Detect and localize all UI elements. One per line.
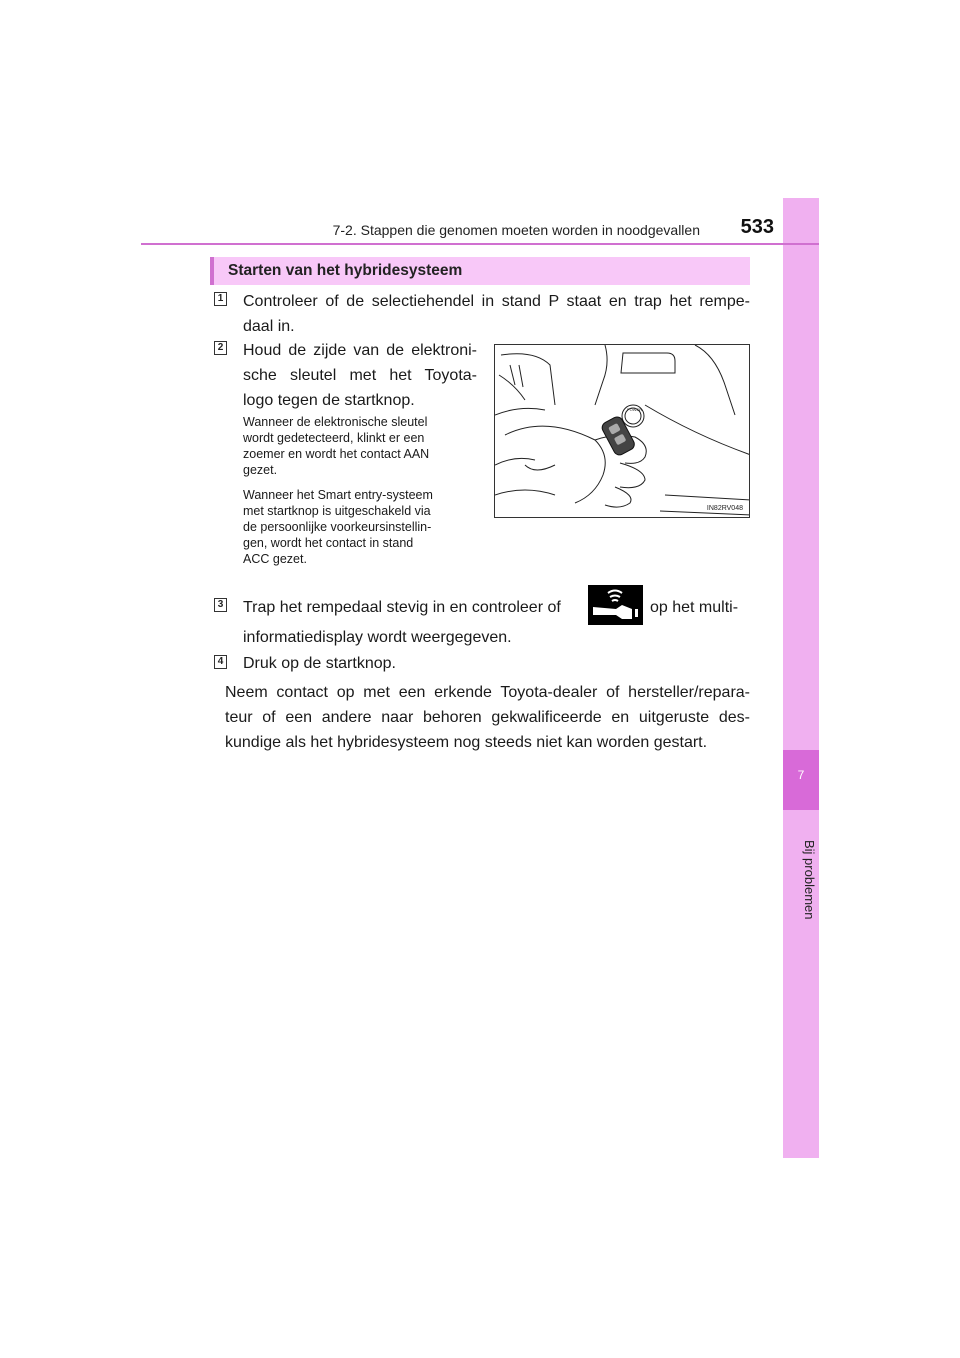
note-2-line-3: de persoonlijke voorkeursinstellin-	[243, 520, 432, 534]
note-2-line-1: Wanneer het Smart entry-systeem	[243, 488, 433, 502]
step-2-line-3: logo tegen de startknop.	[243, 392, 415, 409]
section-title: 7-2. Stappen die genomen moeten worden in noodgevallen	[332, 222, 700, 238]
closing-line-3: kundige als het hybridesysteem nog steeds niet kan worden gestart.	[225, 734, 708, 751]
step-number-3: 3	[214, 598, 227, 612]
step-2-line-1: Houd de zijde van de elektroni-	[243, 342, 477, 359]
note-2-line-5: ACC gezet.	[243, 552, 307, 566]
step-1-line-1: Controleer of de selectiehendel in stand P staat en trap het rempe-	[243, 293, 750, 310]
section-heading-bar	[210, 257, 750, 285]
figure-key-on-start-button	[494, 344, 750, 518]
closing-line-1: Neem contact op met een erkende Toyota-dealer of hersteller/repara-	[225, 684, 750, 701]
note-2-line-2: met startknop is uitgeschakeld via	[243, 504, 431, 518]
header-rule	[141, 243, 819, 245]
closing-line-2: teur of een andere naar behoren gekwalificeerde en uitgeruste des-	[225, 709, 750, 726]
step-3-line-1-after: op het multi-	[650, 599, 739, 616]
step-3-line-2: informatiedisplay wordt weergegeven.	[243, 629, 512, 646]
page-number: 533	[740, 216, 774, 238]
step-3-line-1-before: Trap het rempedaal stevig in en controleer of	[243, 599, 561, 616]
chapter-side-tab	[783, 198, 819, 1158]
step-2-line-2: sche sleutel met het Toyota-	[243, 367, 477, 384]
chapter-label: Bij problemen	[802, 840, 817, 920]
note-1-line-2: wordt gedetecteerd, klinkt er een	[243, 431, 425, 445]
key-illustration	[495, 345, 750, 518]
section-heading: Starten van het hybridesysteem	[228, 262, 463, 279]
smart-key-indicator-icon	[588, 585, 643, 625]
step-number-2: 2	[214, 341, 227, 355]
step-1-line-2: daal in.	[243, 318, 295, 335]
figure-code: IN82RV048	[706, 505, 743, 512]
figure-button-label: POWER	[627, 407, 643, 412]
step-number-1: 1	[214, 292, 227, 306]
chapter-number: 7	[797, 768, 805, 782]
note-1-line-4: gezet.	[243, 463, 278, 477]
note-1-line-1: Wanneer de elektronische sleutel	[243, 415, 428, 429]
step-number-4: 4	[214, 655, 227, 669]
note-1-line-3: zoemer en wordt het contact AAN	[243, 447, 430, 461]
note-2-line-4: gen, wordt het contact in stand	[243, 536, 414, 550]
step-4-line-1: Druk op de startknop.	[243, 655, 396, 672]
